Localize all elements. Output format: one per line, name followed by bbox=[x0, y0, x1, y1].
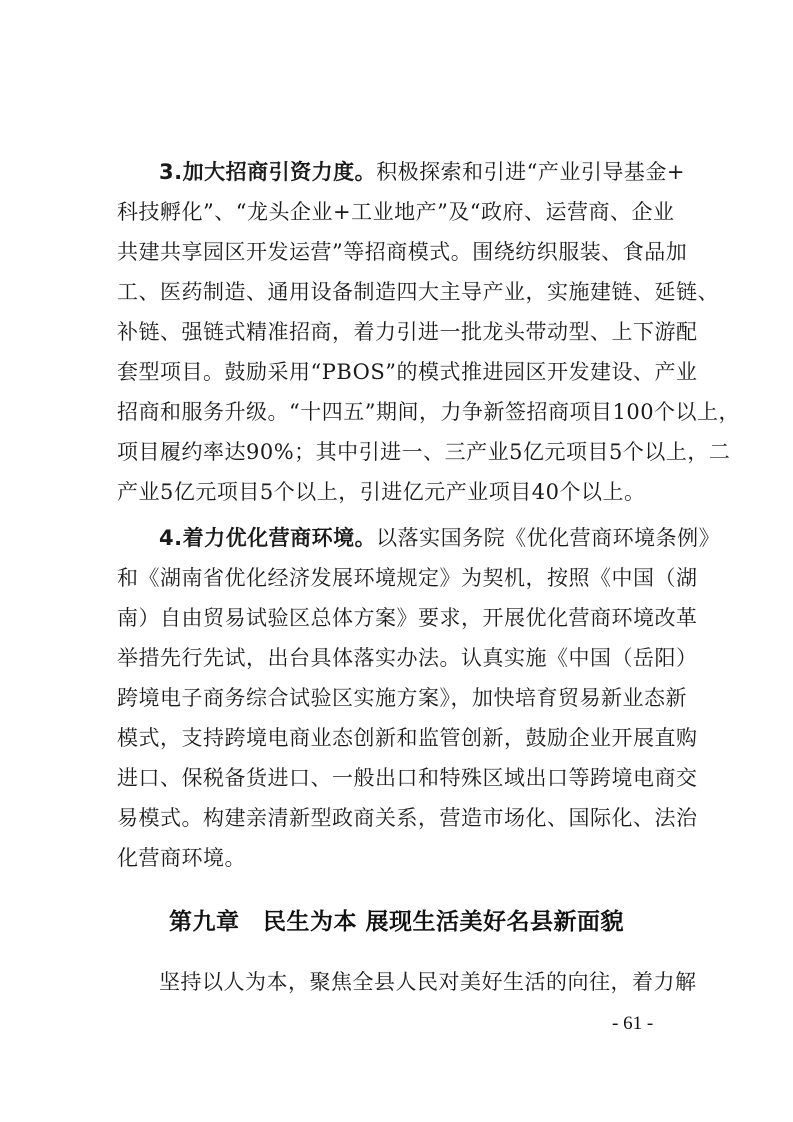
section-heading: 3.加大招商引资力度。 bbox=[159, 160, 377, 184]
paragraph-line: 补链、强链式精准招商，着力引进一批龙头带动型、上下游配 bbox=[117, 320, 698, 344]
paragraph-line: 共建共享园区开发运营”等招商模式。围绕纺织服装、食品加 bbox=[117, 240, 688, 264]
paragraph-line: 跨境电子商务综合试验区实施方案》，加快培育贸易新业态新 bbox=[117, 686, 687, 710]
paragraph-line: 易模式。构建亲清新型政商关系，营造市场化、国际化、法治 bbox=[117, 806, 698, 830]
paragraph-line: 坚持以人为本，聚焦全县人民对美好生活的向往，着力解 bbox=[159, 970, 697, 994]
paragraph-line: 4.着力优化营商环境。以落实国务院《优化营商环境条例》 bbox=[159, 526, 721, 550]
paragraph-line: 套型项目。鼓励采用“PBOS”的模式推进园区开发建设、产业 bbox=[117, 360, 698, 384]
paragraph-line: 进口、保税备货进口、一般出口和特殊区域出口等跨境电商交 bbox=[117, 766, 698, 790]
paragraph-line: 产业5亿元项目5个以上，引进亿元产业项目40个以上。 bbox=[117, 480, 646, 504]
paragraph-intro bbox=[117, 962, 697, 1002]
paragraph-section-3 bbox=[117, 152, 741, 512]
paragraph-section-4 bbox=[117, 518, 721, 878]
paragraph-line: 科技孵化”、“龙头企业+工业地产”及“政府、运营商、企业 bbox=[117, 200, 675, 224]
section-heading: 4.着力优化营商环境。 bbox=[159, 526, 377, 550]
paragraph-line: 化营商环境。 bbox=[117, 846, 246, 870]
page-number: - 61 - bbox=[612, 1013, 654, 1034]
paragraph-line: 和《湖南省优化经济发展环境规定》为契机，按照《中国（湖 bbox=[117, 566, 698, 590]
paragraph-line: 南）自由贸易试验区总体方案》要求，开展优化营商环境改革 bbox=[117, 606, 698, 630]
paragraph-line: 举措先行先试，出台具体落实办法。认真实施《中国（岳阳） bbox=[117, 646, 698, 670]
paragraph-line: 招商和服务升级。“十四五”期间，力争新签招商项目100个以上， bbox=[117, 400, 741, 424]
paragraph-line: 工、医药制造、通用设备制造四大主导产业，实施建链、延链、 bbox=[117, 280, 719, 304]
paragraph-line: 模式，支持跨境电商业态创新和监管创新，鼓励企业开展直购 bbox=[117, 726, 698, 750]
paragraph-line: 3.加大招商引资力度。积极探索和引进“产业引导基金+ bbox=[159, 160, 685, 184]
chapter-title: 第九章 民生为本 展现生活美好名县新面貌 bbox=[168, 908, 624, 935]
paragraph-line: 项目履约率达90%；其中引进一、三产业5亿元项目5个以上，二 bbox=[117, 440, 731, 464]
